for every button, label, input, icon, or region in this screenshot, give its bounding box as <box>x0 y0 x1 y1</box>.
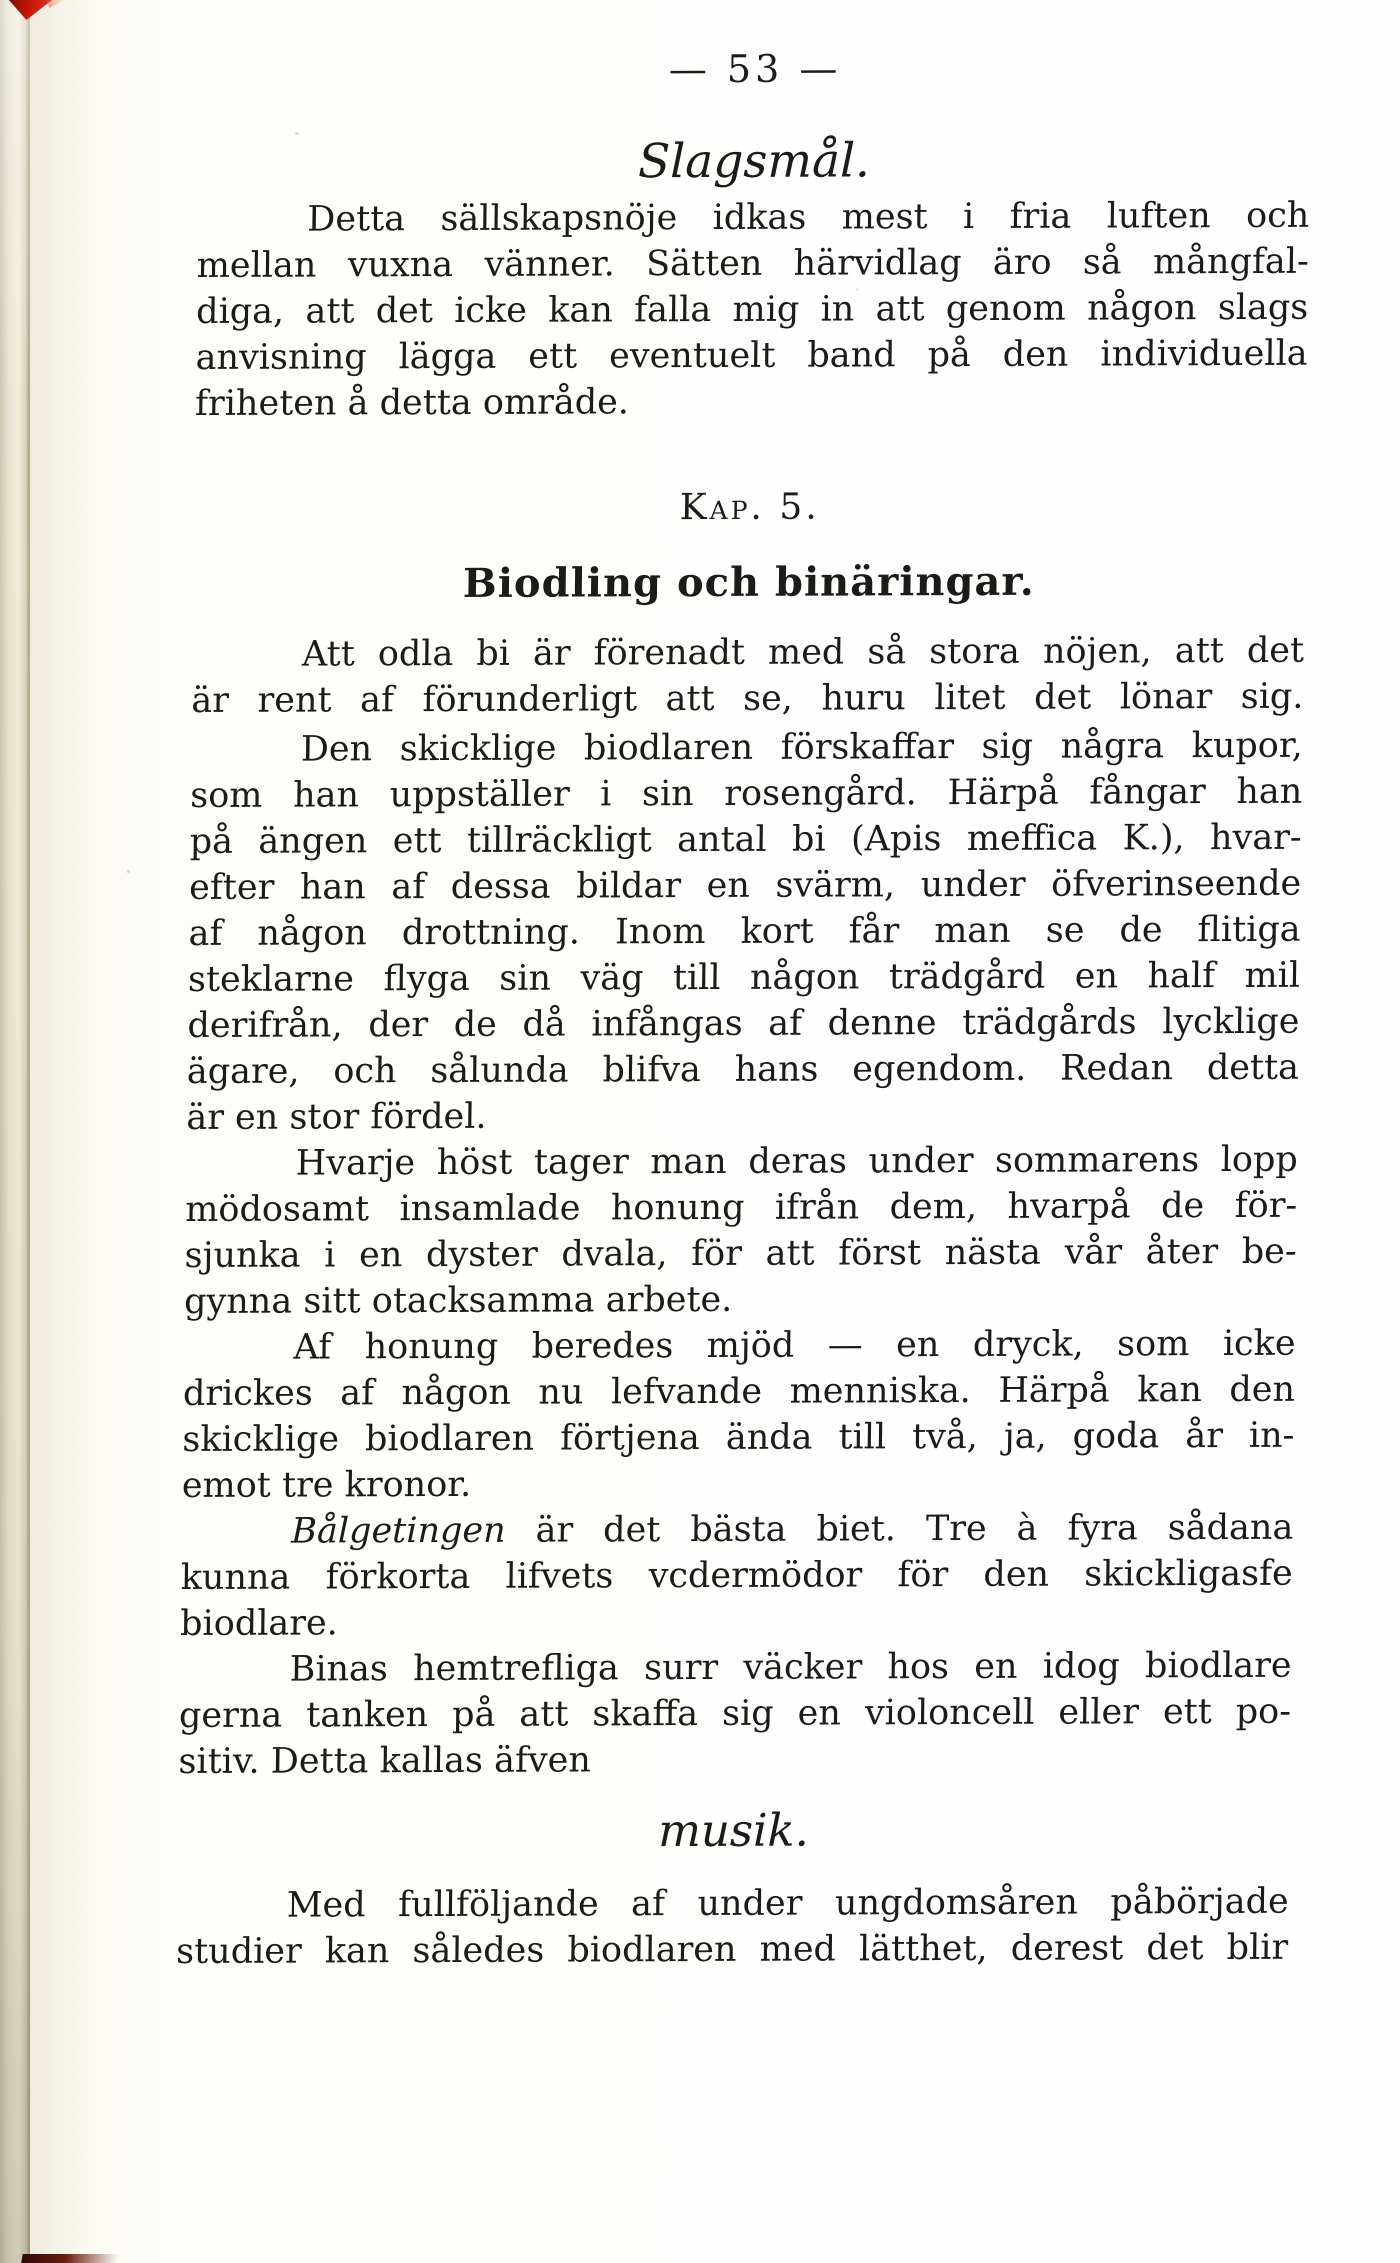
binding-gradient <box>30 0 90 2263</box>
text-line-rest: är det bästa biet. Tre à fyra sådana <box>505 1507 1294 1551</box>
text-line: Hvarje höst tager man deras under sommarens lopp <box>295 1139 1299 1184</box>
text-line: gynna sitt otacksamma arbete. <box>183 1279 733 1322</box>
text-line <box>181 1505 1294 1555</box>
paragraph-den-skicklige <box>186 723 1303 1141</box>
text-line: gerna tanken på att skaffa sig en violoncell eller ett po- <box>178 1691 1292 1736</box>
book-page-edge-shading <box>0 0 30 2263</box>
paragraph-slagsmal <box>195 193 1310 427</box>
text-line: sitiv. Detta kallas äfven <box>178 1740 592 1782</box>
chapter-title: Biodling och binäringar. <box>462 557 1036 607</box>
text-line: emot tre kronor. <box>181 1464 472 1506</box>
text-line: Detta sällskapsnöje idkas mest i fria luften och <box>307 195 1310 240</box>
italic-lead-word: Bålgetingen <box>291 1510 506 1552</box>
text-line: Af honung beredes mjöd — en dryck, som icke <box>293 1323 1296 1368</box>
paragraph-balgetingen <box>180 1505 1294 1647</box>
text-line: ägare, och sålunda blifva hans egendom. Redan detta <box>186 1047 1300 1092</box>
text-line: är en stor fördel. <box>186 1096 487 1138</box>
text-line: steklarne flyga sin väg till någon trädgård en half mil <box>187 955 1301 1000</box>
text-line: efter han af dessa bildar en svärm, under öfverinseende <box>188 863 1302 908</box>
paragraph-med-fullfoljande <box>176 1879 1289 1975</box>
text-line: mellan vuxna vänner. Sätten härvidlag äro så mångfal- <box>196 241 1310 286</box>
paragraph-att-odla <box>191 628 1304 724</box>
text-line: som han uppställer i sin rosengård. Härpå fångar han <box>190 771 1303 816</box>
paragraph-hvarje-host <box>184 1137 1298 1325</box>
text-line: diga, att det icke kan falla mig in att genom någon slags <box>195 287 1309 332</box>
text-line: sjunka i en dyster dvala, för att först nästa vår åter be- <box>184 1231 1297 1276</box>
text-line: anvisning lägga ett eventuelt band på den individuella <box>195 333 1308 378</box>
text-line: Binas hemtrefliga surr väcker hos en idog biodlare <box>289 1645 1292 1690</box>
chapter-label: Kap. 5. <box>679 486 821 529</box>
text-line: derifrån, der de då infångas af denne trädgårds lycklige <box>187 1001 1300 1046</box>
page-number: — 53 — <box>668 46 842 92</box>
red-cover-bottom-sliver <box>21 2254 119 2263</box>
paragraph-binas <box>178 1643 1292 1785</box>
text-line: är rent af förunderligt att se, huru litet det lönar sig. <box>191 676 1304 721</box>
text-line: drickes af någon nu lefvande menniska. Härpå kan den <box>182 1369 1296 1414</box>
text-line: biodlare. <box>179 1603 339 1644</box>
text-line: mödosamt insamlade honung ifrån dem, hvarpå de för- <box>184 1185 1298 1230</box>
text-line: Att odla bi är förenadt med så stora nöjen, att det <box>301 630 1305 675</box>
page-text-column <box>176 0 1312 1975</box>
music-subtitle: musik. <box>657 1803 810 1858</box>
text-line: kunna förkorta lifvets vcdermödor för den skickligasfe <box>180 1553 1294 1598</box>
scan-speckle <box>127 870 130 873</box>
text-line: skicklige biodlaren förtjena ända till två, ja, goda år in- <box>182 1415 1295 1460</box>
text-line: Den skicklige biodlaren förskaffar sig några kupor, <box>300 725 1304 770</box>
text-line: af någon drottning. Inom kort får man se de flitiga <box>188 909 1301 954</box>
paragraph-af-honung <box>182 1321 1296 1509</box>
text-line: studier kan således biodlaren med lätthet, derest det blir <box>175 1927 1289 1972</box>
text-line: friheten å detta område. <box>194 382 630 424</box>
text-line: Med fullföljande af under ungdomsåren påbörjade <box>286 1881 1290 1926</box>
text-line: på ängen ett tillräckligt antal bi (Apis meffica K.), hvar- <box>189 817 1303 862</box>
section-title: Slagsmål. <box>637 133 871 190</box>
